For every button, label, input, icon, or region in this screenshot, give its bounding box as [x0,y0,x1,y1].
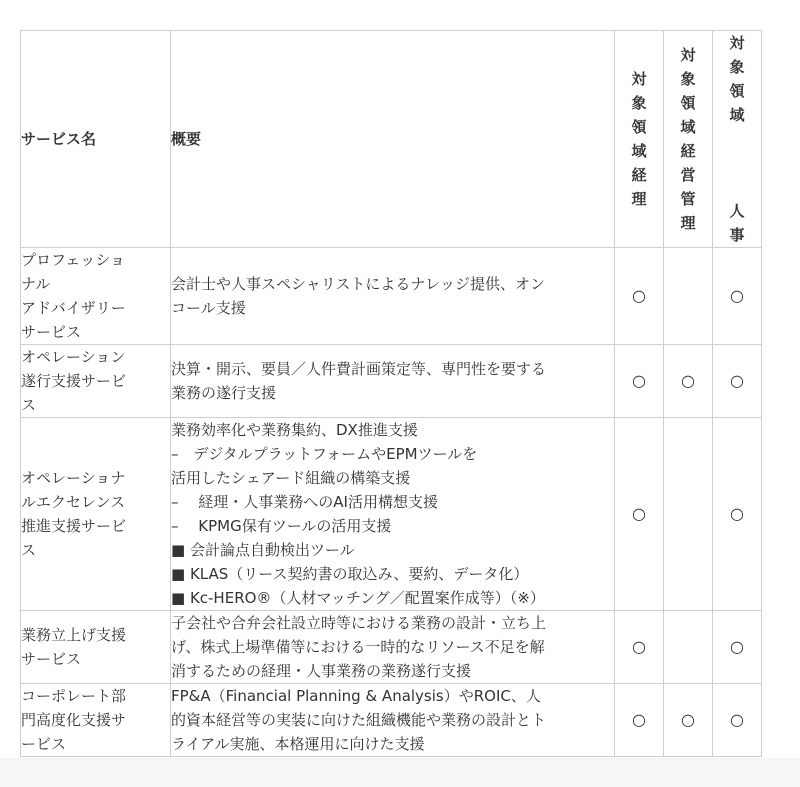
hr-mark-cell: ○ [713,345,762,418]
accounting-mark-cell: ○ [615,418,664,611]
vertical-char: 理 [680,214,696,232]
overview-line: – 経理・人事業務へのAI活用構想支援 [171,493,438,511]
vertical-char: 事 [729,226,745,244]
vertical-char: 対 [729,34,745,52]
header-service-name: サービス名 [21,31,171,248]
vertical-text [664,43,712,235]
hr-mark-cell: ○ [713,611,762,684]
service-name-line: ナル [21,275,51,293]
overview-line: 活用したシェアード組織の構築支援 [171,469,411,487]
hr-mark-cell: ○ [713,418,762,611]
overview-line: 消するための経理・人事業務の業務遂行支援 [171,662,472,680]
overview-line: 業務の遂行支援 [171,384,277,402]
service-name-line: 業務立上げ支援 [21,626,127,644]
service-name-cell [21,345,171,418]
service-name-line: アドバイザリー [21,299,126,317]
table-row [21,248,762,345]
vertical-char: 域 [680,118,696,136]
vertical-char: 理 [631,190,647,208]
vertical-char: 人 [729,202,745,220]
overview-cell [171,611,615,684]
header-overview: 概要 [171,31,615,248]
vertical-char: 象 [729,58,745,76]
service-name-line: ス [21,541,37,559]
vertical-char: 域 [631,142,647,160]
management-mark-cell [664,611,713,684]
service-name-line: オペレーショナ [21,469,126,487]
header-area-hr [713,31,762,248]
management-mark-cell: ○ [664,345,713,418]
management-mark-cell [664,418,713,611]
overview-line: げ、株式上場準備等における一時的なリソース不足を解 [171,638,545,656]
vertical-char: 領 [729,82,745,100]
vertical-char: 経 [631,166,647,184]
service-name-line: サービス [21,650,82,668]
overview-line: – デジタルプラットフォームやEPMツールを [171,445,478,463]
service-name-line: ス [21,396,37,414]
vertical-text [713,31,761,127]
accounting-mark-cell: ○ [615,684,664,757]
vertical-char: 領 [680,94,696,112]
overview-line: – KPMG保有ツールの活用支援 [171,517,392,535]
overview-cell [171,345,615,418]
service-name-line: プロフェッショ [21,251,125,269]
overview-line: ■ 会計論点自動検出ツール [171,541,355,559]
overview-line: ■ Kc-HERO®（人材マッチング／配置案作成等）（※） [171,589,545,607]
vertical-text [713,199,761,247]
service-name-line: 門高度化支援サ [21,711,127,729]
service-name-cell [21,684,171,757]
hr-mark-cell: ○ [713,248,762,345]
service-name-cell [21,611,171,684]
overview-cell [171,248,615,345]
vertical-char: 象 [680,70,696,88]
overview-line: FP&A（Financial Planning & Analysis）やROIC、人 [171,687,541,705]
table-row [21,345,762,418]
vertical-char: 経 [680,142,696,160]
overview-cell [171,418,615,611]
management-mark-cell: ○ [664,684,713,757]
service-name-cell [21,248,171,345]
overview-line: 業務効率化や業務集約、DX推進支援 [171,421,418,439]
accounting-mark-cell: ○ [615,248,664,345]
vertical-text [615,67,663,211]
table-header-row [21,31,762,248]
accounting-mark-cell: ○ [615,345,664,418]
overview-line: ■ KLAS（リース契約書の取込み、要約、データ化） [171,565,529,583]
vertical-char: 域 [729,106,745,124]
table-row [21,611,762,684]
overview-line: ライアル実施、本格運用に向けた支援 [171,735,425,753]
overview-cell [171,684,615,757]
vertical-char: 対 [680,46,696,64]
accounting-mark-cell: ○ [615,611,664,684]
overview-line: 子会社や合弁会社設立時等における業務の設計・立ち上 [171,614,547,632]
service-name-line: 推進支援サービ [21,517,127,535]
vertical-char: 象 [631,94,647,112]
header-area-management [664,31,713,248]
service-name-line: コーポレート部 [21,687,127,705]
header-area-accounting [615,31,664,248]
vertical-char: 管 [680,190,696,208]
service-name-line: 遂行支援サービ [21,372,127,390]
vertical-char: 領 [631,118,647,136]
service-name-line: ービス [21,735,67,753]
overview-line: 決算・開示、要員／人件費計画策定等、専門性を要する [171,360,547,378]
overview-line: 会計士や人事スペシャリストによるナレッジ提供、オン [171,275,545,293]
table-row [21,684,762,757]
overview-line: コール支援 [171,299,246,317]
table-row [21,418,762,611]
vertical-char: 対 [631,70,647,88]
vertical-char: 営 [680,166,696,184]
service-name-cell [21,418,171,611]
service-table [20,30,762,757]
overview-line: 的資本経営等の実装に向けた組織機能や業務の設計とト [171,711,547,729]
management-mark-cell [664,248,713,345]
hr-mark-cell: ○ [713,684,762,757]
service-name-line: オペレーション [21,348,126,366]
service-name-line: サービス [21,323,82,341]
service-name-line: ルエクセレンス [21,493,126,511]
